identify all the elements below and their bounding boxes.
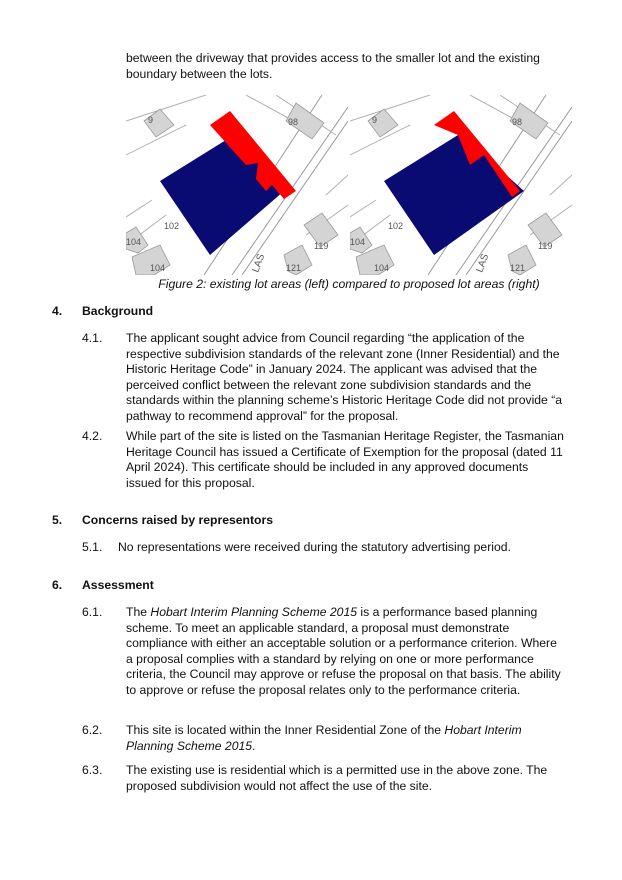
- section-5-heading: Concerns raised by representors: [82, 513, 274, 527]
- lot-label-119: 119: [314, 241, 329, 251]
- para-6-2-number: 6.2.: [82, 723, 103, 737]
- para-5-1: No representations were received during the statutory advertising period.: [118, 540, 511, 554]
- proposed-lots-map: [350, 95, 572, 275]
- lot-label-104a: 104: [126, 237, 142, 247]
- lot-label-119: 119: [538, 241, 553, 251]
- para-6-3: The existing use is residential which is a permitted use in the above zone. The proposed subdivision would not affect the use of the site.: [126, 763, 548, 793]
- para-4-2: While part of the site is listed on the Tasmanian Heritage Register, the Tasmanian Heritage Council has issued a Certificate of Exemption for the proposal (dated 11 April 2024). This certificate should be included in any approved documents issued for this proposal.: [126, 429, 564, 490]
- intro-paragraph: between the driveway that provides access to the smaller lot and the existing boundary between the lots.: [126, 51, 540, 81]
- lot-label-98: 98: [512, 117, 523, 127]
- section-4-number: 4.: [52, 304, 63, 318]
- para-6-1: The Hobart Interim Planning Scheme 2015 is a performance based planning scheme. To meet an applicable standard, a proposal must demonstrate compliance with either an acceptable solution or a performance criterion. Where a proposal complies with a standard by relying on one or more performance criteria, the Council may approve or refuse the proposal on that basis. The ability to approve or refuse the proposal relates only to the performance criteria.: [126, 605, 561, 697]
- large-lot-existing: [160, 135, 284, 255]
- large-lot-proposed: [384, 135, 524, 255]
- lot-label-98: 98: [288, 117, 299, 127]
- lot-label-104: 104: [374, 263, 390, 273]
- section-5-number: 5.: [52, 513, 63, 527]
- lot-label-104a: 104: [350, 237, 366, 247]
- lot-label-104: 104: [150, 263, 166, 273]
- existing-lots-map: [126, 95, 348, 275]
- section-6-heading: Assessment: [82, 578, 154, 592]
- figure-caption: Figure 2: existing lot areas (left) compared to proposed lot areas (right): [158, 277, 540, 291]
- section-4-heading: Background: [82, 304, 154, 318]
- para-5-1-number: 5.1.: [82, 540, 103, 554]
- lot-label-102: 102: [388, 221, 404, 231]
- para-4-1-number: 4.1.: [82, 331, 103, 345]
- scheme-title: Hobart Interim Planning Scheme 2015: [150, 605, 358, 619]
- lot-label-121: 121: [510, 263, 526, 273]
- lot-label-102: 102: [164, 221, 180, 231]
- scheme-title: Hobart Interim Planning Scheme 2015: [126, 723, 522, 753]
- para-6-2: This site is located within the Inner Residential Zone of the Hobart Interim Planning Scheme 2015.: [126, 723, 522, 753]
- para-4-2-number: 4.2.: [82, 429, 103, 443]
- lot-label-121: 121: [286, 263, 302, 273]
- lot-label-9: 9: [372, 115, 378, 125]
- street-label: LAS: [250, 252, 268, 275]
- section-6-number: 6.: [52, 578, 63, 592]
- street-label: LAS: [474, 252, 492, 275]
- para-6-3-number: 6.3.: [82, 763, 103, 777]
- lot-label-9: 9: [148, 115, 154, 125]
- para-6-1-number: 6.1.: [82, 605, 103, 619]
- para-4-1: The applicant sought advice from Council regarding “the application of the respective subdivision standards of the relevant zone (Inner Residential) and the Historic Heritage Code” in January 2024. The applicant was advised that the perceived conflict between the relevant zone subdivision standards and the standards within the planning scheme’s Historic Heritage Code did not provide “a pathway to recommend approval” for the proposal.: [126, 331, 563, 423]
